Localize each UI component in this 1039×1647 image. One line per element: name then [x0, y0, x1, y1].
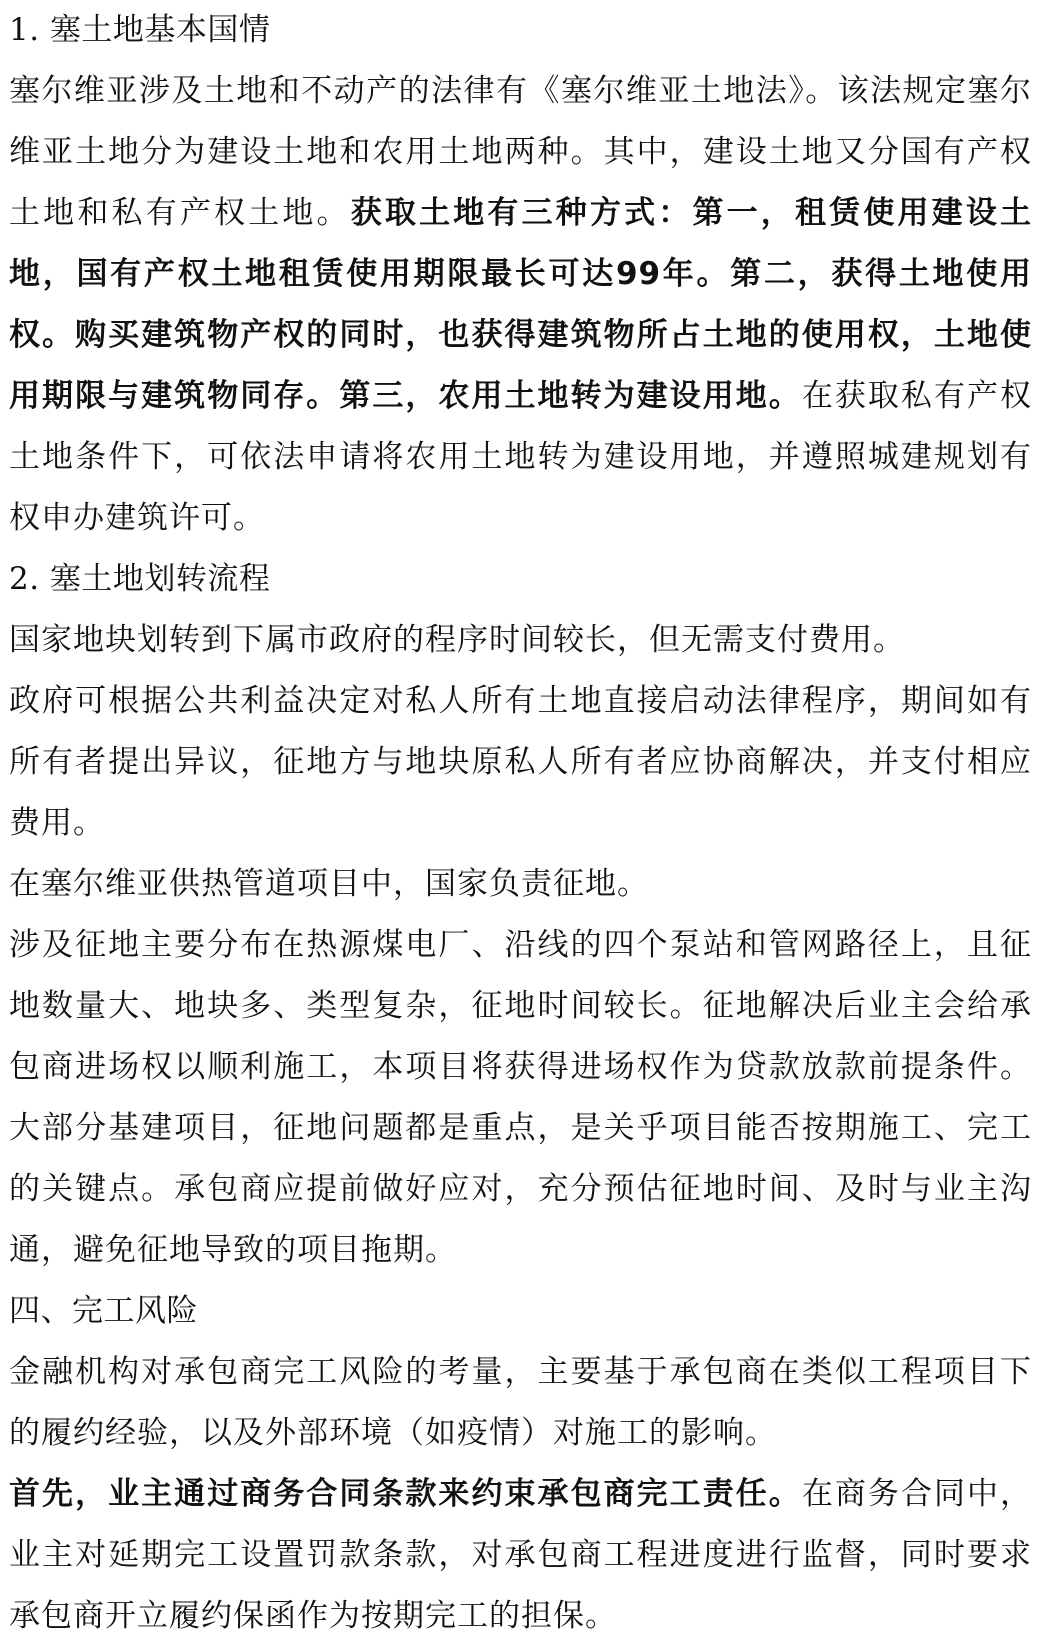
- paragraph-public-interest: [9, 671, 1032, 854]
- paragraph-financial-institution: [9, 1342, 1032, 1464]
- text-segment-bold: 获取土地有三种方式：第一，租赁使用建设土地，国有产权土地租赁使用期限最长可达99年。第二，获得土地使用权。购买建筑物产权的同时，也获得建筑物所占土地的使用权，土地使用期限与建筑物同存。第三，农用土地转为建设用地。: [9, 195, 1033, 414]
- paragraph-state-expropriation: [9, 854, 1032, 915]
- paragraph-land-law: [9, 61, 1032, 549]
- section-heading-land-basics: 1. 塞土地基本国情: [9, 12, 271, 48]
- text-segment: 涉及征地主要分布在热源煤电厂、沿线的四个泵站和管网路径上，且征地数量大、地块多、类型复杂，征地时间较长。征地解决后业主会给承包商进场权以顺利施工，本项目将获得进场权作为贷款放款前提条件。大部分基建项目，征地问题都是重点，是关乎项目能否按期施工、完工的关键点。承包商应提前做好应对，充分预估征地时间、及时与业主沟通，避免征地导致的项目拖期。: [9, 927, 1032, 1268]
- section-heading-completion-risk: 四、完工风险: [9, 1293, 198, 1329]
- text-segment: 国家地块划转到下属市政府的程序时间较长，但无需支付费用。: [9, 622, 905, 658]
- section-heading-land-transfer: 2. 塞土地划转流程: [9, 561, 271, 597]
- text-segment: 在商务合同中，业主对延期完工设置罚款条款，对承包商工程进度进行监督，同时要求承包商开立履约保函作为按期完工的担保。: [9, 1476, 1033, 1634]
- paragraph-contract-terms: [9, 1464, 1032, 1647]
- text-segment-bold: 首先，业主通过商务合同条款来约束承包商完工责任。: [9, 1476, 802, 1512]
- text-segment: 政府可根据公共利益决定对私人所有土地直接启动法律程序，期间如有所有者提出异议，征地方与地块原私人所有者应协商解决，并支付相应费用。: [9, 683, 1032, 841]
- paragraph-transfer-time: [9, 610, 1032, 671]
- text-segment: 在获取私有产权土地条件下，可依法申请将农用土地转为建设用地，并遵照城建规划有权申办建筑许可。: [9, 378, 1033, 536]
- text-segment: 在塞尔维亚供热管道项目中，国家负责征地。: [9, 866, 649, 902]
- text-segment: 金融机构对承包商完工风险的考量，主要基于承包商在类似工程项目下的履约经验，以及外部环境（如疫情）对施工的影响。: [9, 1354, 1032, 1451]
- paragraph-expropriation-details: [9, 915, 1032, 1281]
- text-segment: 塞尔维亚涉及土地和不动产的法律有《塞尔维亚土地法》。该法规定塞尔维亚土地分为建设土地和农用土地两种。其中，建设土地又分国有产权土地和私有产权土地。: [9, 73, 1032, 231]
